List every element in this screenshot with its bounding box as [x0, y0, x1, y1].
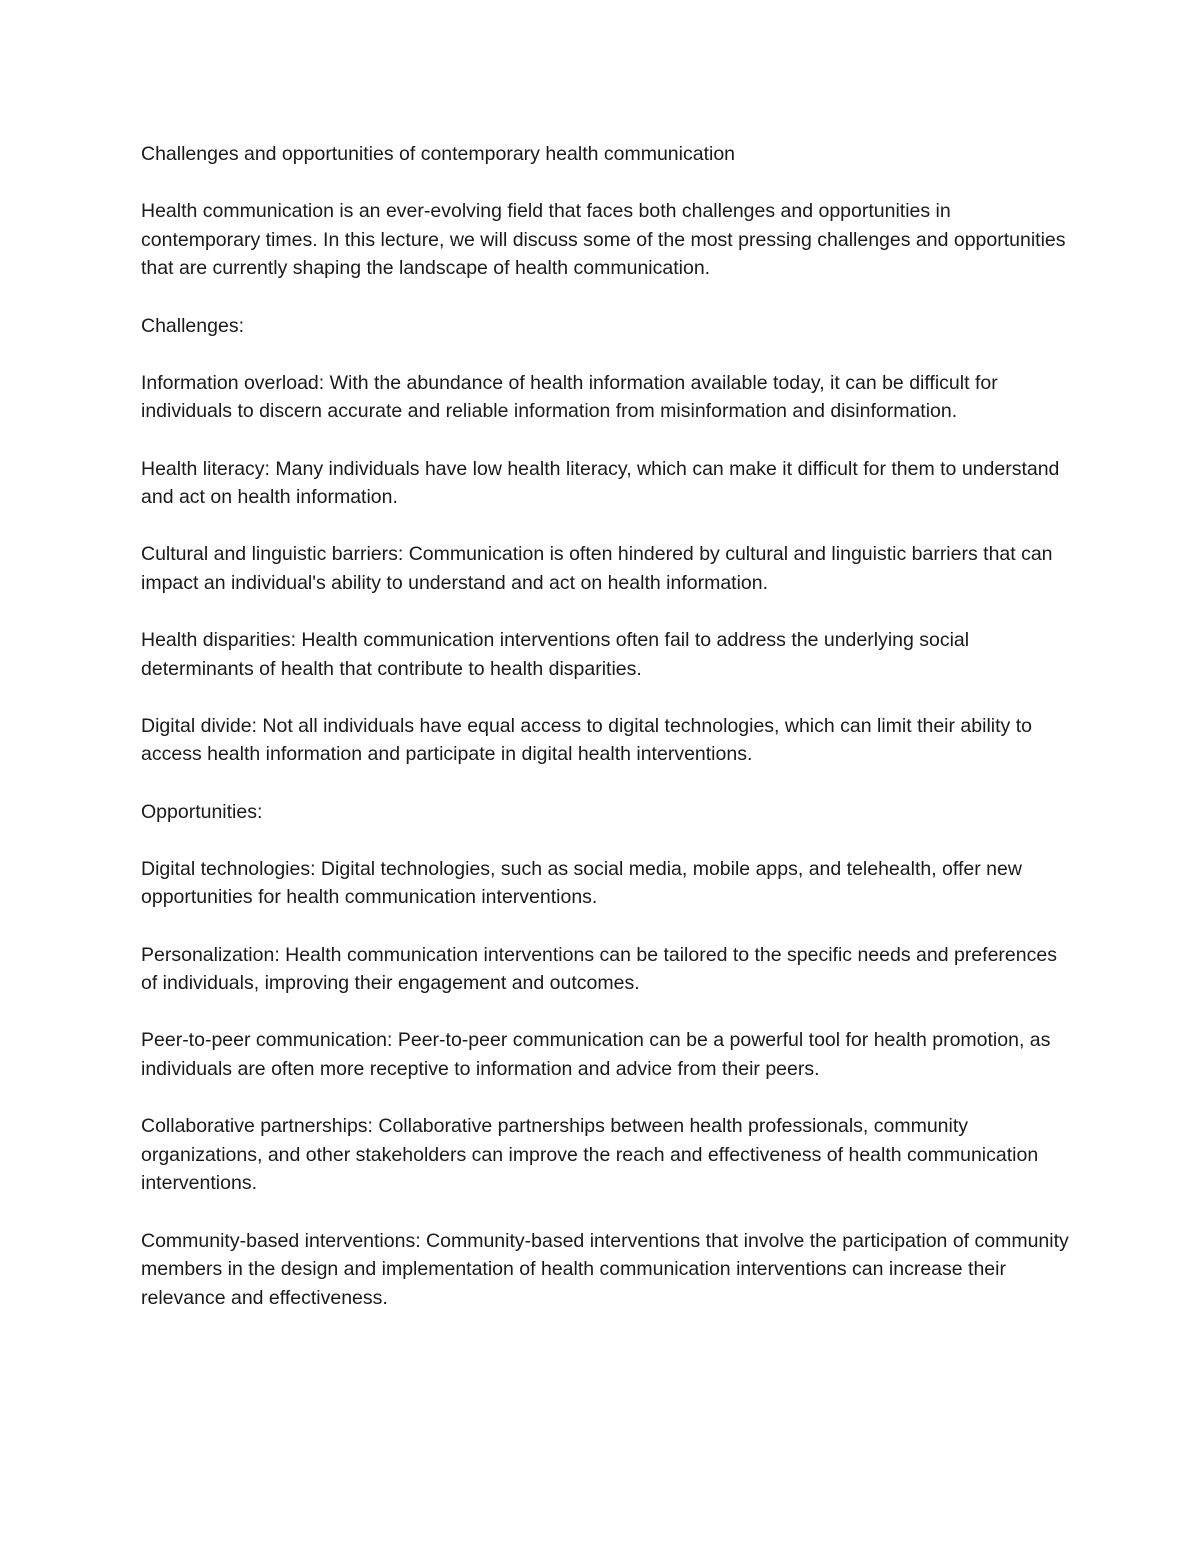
opportunity-collaborative-partnerships: Collaborative partnerships: Collaborative partnerships between health professionals, community organizations, and other stakeholders can improve the reach and effectiveness of health communication interventions. [141, 1115, 1039, 1195]
document-title: Challenges and opportunities of contemporary health communication [141, 143, 736, 165]
intro-paragraph: Health communication is an ever-evolving field that faces both challenges and opportunities in contemporary times. In this lecture, we will discuss some of the most pressing challenges and opportunities that are currently shaping the landscape of health communication. [141, 200, 1066, 280]
challenge-cultural-linguistic-barriers: Cultural and linguistic barriers: Communication is often hindered by cultural and linguistic barriers that can impact an individual's ability to understand and act on health information. [141, 543, 1053, 594]
opportunities-heading: Opportunities: [141, 800, 263, 823]
challenge-information-overload: Information overload: With the abundance of health information available today, it can be difficult for individuals to discern accurate and reliable information from misinformation and disinformation. [141, 371, 998, 423]
opportunity-digital-technologies: Digital technologies: Digital technologies, such as social media, mobile apps, and telehealth, offer new opportunities for health communication interventions. [141, 857, 1022, 909]
opportunity-personalization: Personalization: Health communication interventions can be tailored to the specific needs and preferences of individuals, improving their engagement and outcomes. [141, 943, 1057, 995]
challenge-health-disparities: Health disparities: Health communication interventions often fail to address the underlying social determinants of health that contribute to health disparities. [141, 629, 970, 680]
challenge-digital-divide: Digital divide: Not all individuals have equal access to digital technologies, which can limit their ability to access health information and participate in digital health interventions. [141, 714, 1032, 766]
challenge-health-literacy: Health literacy: Many individuals have low health literacy, which can make it difficult for them to understand and act on health information. [141, 457, 1060, 509]
opportunity-community-based: Community-based interventions: Community-based interventions that involve the participation of community members in the design and implementation of health communication interventions can increase their relevance and effectiveness. [141, 1229, 1069, 1309]
document-body [141, 140, 1071, 1341]
opportunity-peer-to-peer: Peer-to-peer communication: Peer-to-peer communication can be a powerful tool for health promotion, as individuals are often more receptive to information and advice from their peers. [141, 1029, 1051, 1080]
challenges-heading: Challenges: [141, 314, 244, 337]
